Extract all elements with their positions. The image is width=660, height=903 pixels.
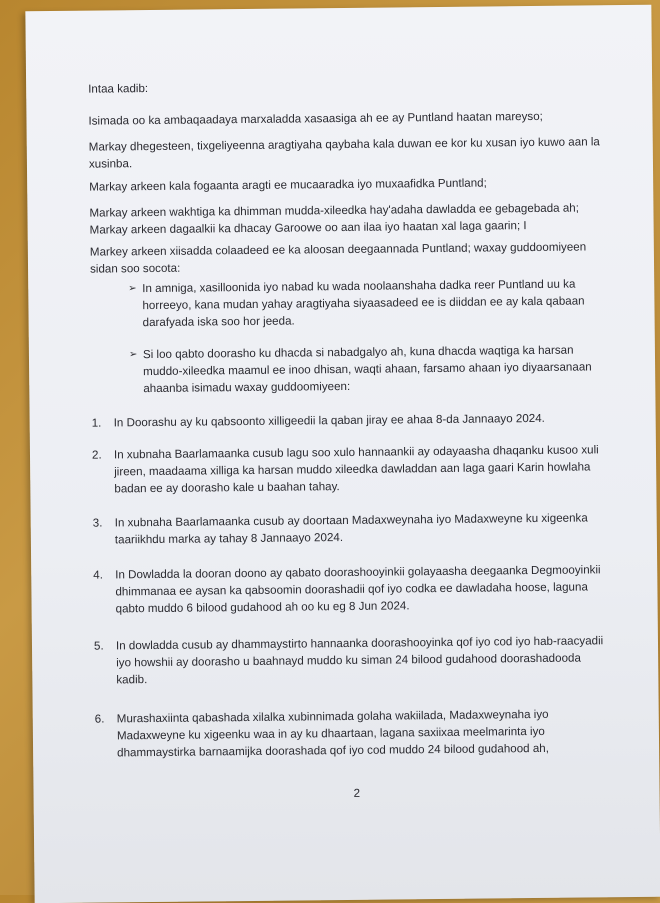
item-number: 3. — [92, 516, 103, 530]
item-text: In xubnaha Baarlamaanka cusub lagu soo xulo hannaankii ay odayaasha dhaqanku kusoo xuli jireen, maadaama xilliga ka harsan muddo xileedka dawladdan aan laga gaari Karin howlaha badan ee ay doorasho kale u baahan tahay. — [113, 443, 599, 496]
numbered-item-5 — [93, 632, 607, 688]
arrow-bullet-icon: ➢ — [128, 349, 138, 361]
bullet-text: In amniga, xasilloonida iyo nabad ku wada noolaanshaha dadka reer Puntland uu ka horreeyo, kana mudan yahay aragtiyaha siyaasadeed ee is diiddan ee ay kala qabaan darafyada iska soo hor jeeda. — [142, 277, 585, 330]
bullet-point-1 — [128, 275, 599, 331]
item-number: 5. — [93, 639, 104, 653]
paragraph-2: Markay dhegesteen, tixgeliyeenna aragtiyaha qaybaha kala duwan ee kor ku xusan iyo kuwo aan la xusinba. — [88, 135, 600, 171]
page-number: 2 — [353, 786, 361, 800]
bullet-text: Si loo qabto doorasho ku dhacda si nabadgalyo ah, kuna dhacda waqtiga ka harsan muddo-xileedka maamul ee inoo dhisan, waqti ahaan, farsamo ahaan iyo diyaarsanaan ahaanba isimadu waxay guddoomiyeen: — [142, 343, 592, 396]
numbered-item-4 — [93, 561, 606, 617]
item-text: In Doorashu ay ku qabsoonto xilligeedii la qaban jiray ee ahaa 8-da Jannaayo 2024. — [113, 411, 545, 430]
item-number: 2. — [91, 448, 102, 462]
numbered-item-1 — [91, 409, 604, 431]
item-text: In dowladda cusub ay dhammaystirto hannaanka doorashooyinka qof iyo cod iyo hab-raacyadii iyo howshii ay doorasho u baahnayd muddo ku siman 24 bilood gudahood doorashadooda kadib. — [115, 634, 604, 687]
item-text: In Dowladda la dooran doono ay qabato doorashooyinkii golayaasha deegaanka Degmooyinkii dhimmanaa ee aysan ka qabsoomin doorashadii qof iyo codka ee dawladaha hoose, laguna qabto muddo 6 bilood gudahood ah oo ku eg 8 Jun 2024. — [115, 563, 601, 616]
paper-sheet — [25, 5, 660, 903]
document-body — [88, 75, 608, 800]
item-text: In xubnaha Baarlamaanka cusub ay doortaan Madaxweynaha iyo Madaxweyne ku xigeenka taariikhdu marka ay tahay 8 Jannaayo 2024. — [114, 511, 588, 547]
numbered-item-3 — [92, 509, 605, 548]
numbered-item-2 — [91, 441, 605, 497]
item-number: 4. — [93, 568, 103, 582]
numbered-item-6 — [94, 705, 608, 761]
paragraph-4: Markay arkeen wakhtiga ka dhimman mudda-xileedka hay'adaha dawladda ee gebagebada ah; Markay arkeen dagaalkii ka dhacay Garoowe oo aan ilaa iyo haatan xal laga gaarin; I — [89, 201, 579, 237]
arrow-bullet-icon: ➢ — [128, 283, 137, 295]
paragraph-5: Markey arkeen xiisadda colaadeed ee ka aloosan deegaannada Puntland; waxay guddoomiyeen sidan soo socota: — [89, 240, 587, 276]
item-number: 1. — [91, 416, 102, 430]
item-text: Murashaxiinta qabashada xilalka xubinnimada golaha wakiilada, Madaxweynaha iyo Madaxweyne ku xigeenku waa in ay ku dhaartaan, lagana saxiixaa meelmarinta iyo dhammaystirka barnaamijka doorashada qof iyo cod muddo 24 bilood gudahood ah, — [116, 707, 549, 760]
paragraph-3: Markay arkeen kala fogaanta aragti ee mucaaradka iyo muxaafidka Puntland; — [89, 176, 487, 194]
bullet-point-2 — [128, 341, 600, 397]
item-number: 6. — [94, 712, 105, 726]
paragraph-1: Isimada oo ka ambaqaadaya marxaladda xasaasiga ah ee ay Puntland haatan mareyso; — [88, 109, 543, 128]
intro-line: Intaa kadib: — [88, 82, 149, 96]
